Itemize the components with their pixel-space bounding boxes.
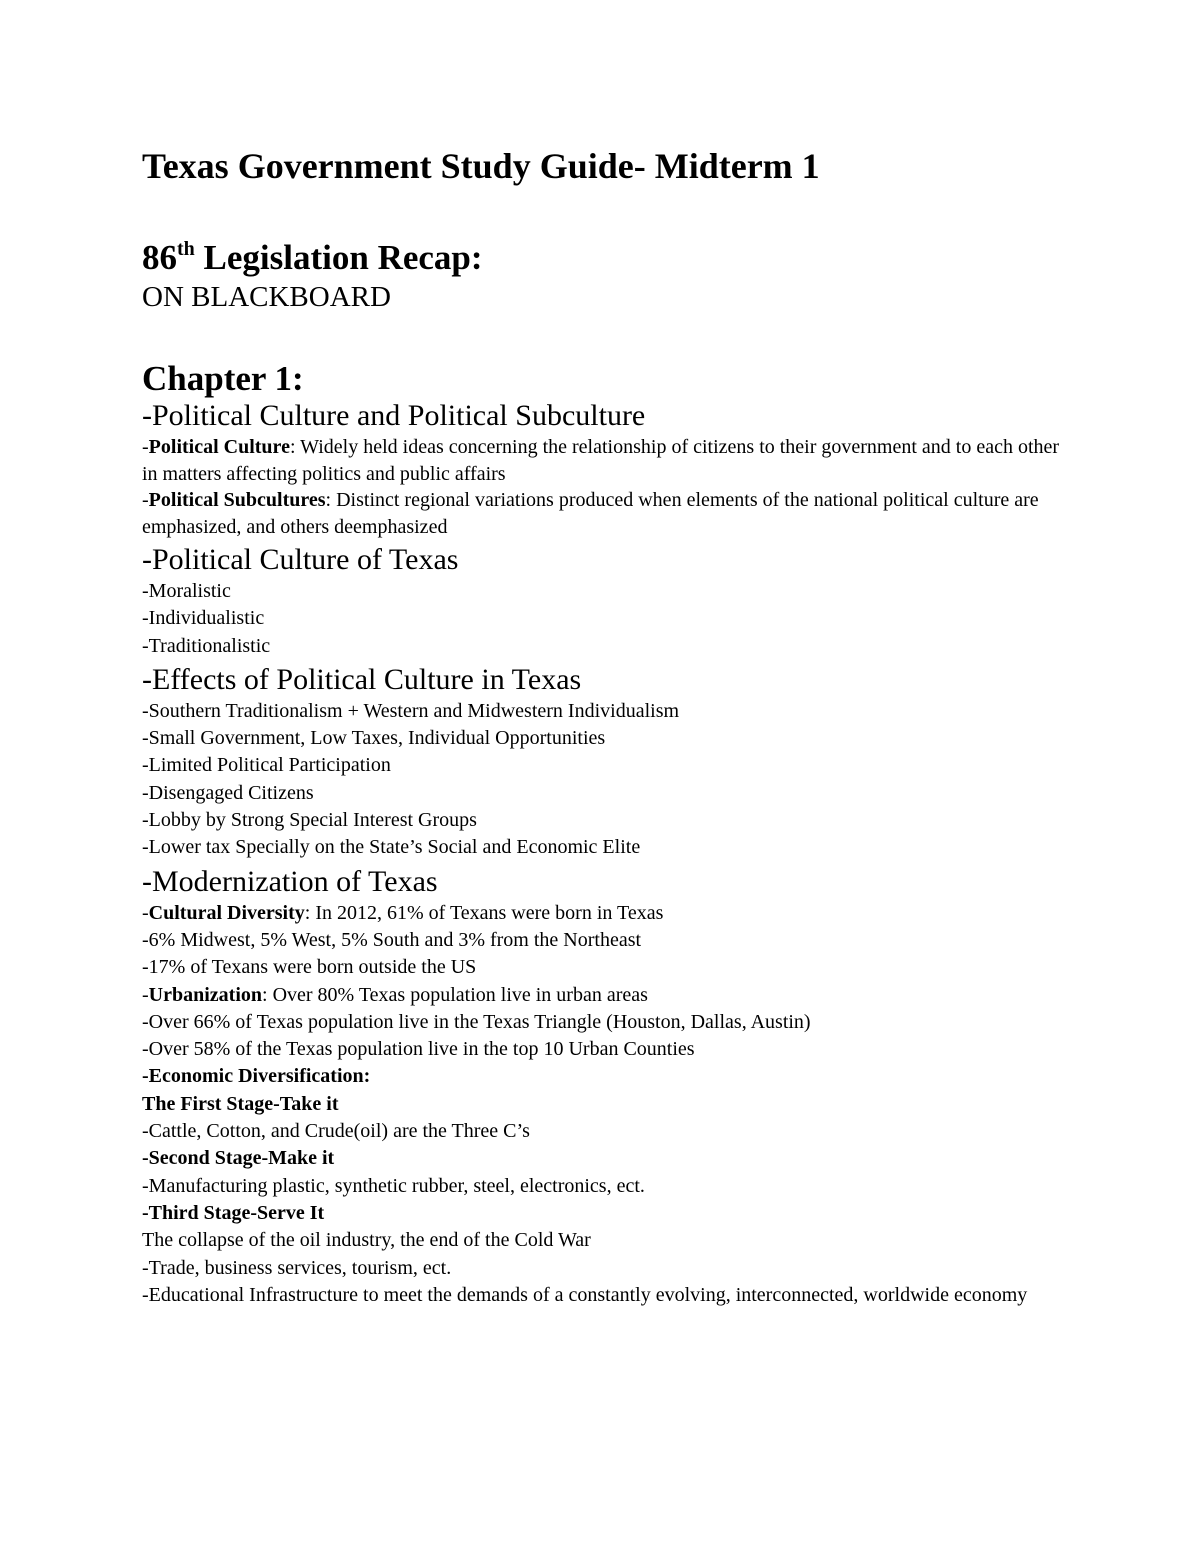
section-heading-political-culture: -Political Culture and Political Subculture	[142, 399, 646, 432]
cultural-diversity-line: -Cultural Diversity: In 2012, 61% of Texans were born in Texas	[142, 901, 664, 924]
urbanization-line: -Urbanization: Over 80% Texas population live in urban areas	[142, 983, 648, 1006]
definition-text: : In 2012, 61% of Texans were born in Texas	[304, 901, 664, 924]
legislation-number: 86	[142, 238, 177, 277]
definition-term: Political Culture	[148, 436, 290, 458]
list-item: -6% Midwest, 5% West, 5% South and 3% from the Northeast	[142, 928, 642, 951]
list-item: -Southern Traditionalism + Western and Midwestern Individualism	[142, 699, 680, 722]
definition-text: : Over 80% Texas population live in urban areas	[262, 983, 648, 1006]
definition-political-culture: -Political Culture: Widely held ideas concerning the relationship of citizens to their government and to each other in matters affecting politics and public affairs	[142, 436, 1060, 485]
list-item: -Individualistic	[142, 607, 265, 630]
list-item: -17% of Texans were born outside the US	[142, 956, 477, 979]
chapter-content	[142, 398, 1072, 1309]
list-item: -Educational Infrastructure to meet the demands of a constantly evolving, interconnected, worldwide economy	[142, 1283, 1028, 1306]
list-item: -Disengaged Citizens	[142, 781, 314, 804]
list-item: -Over 66% of Texas population live in the Texas Triangle (Houston, Dallas, Austin)	[142, 1010, 811, 1033]
stage-three-heading: -Third Stage-Serve It	[142, 1201, 325, 1224]
definition-term: Cultural Diversity	[148, 901, 305, 924]
legislation-note: ON BLACKBOARD	[142, 281, 391, 313]
list-item: -Over 58% of the Texas population live in the top 10 Urban Counties	[142, 1038, 695, 1061]
list-item: -Traditionalistic	[142, 634, 271, 657]
definition-text: : Widely held ideas concerning the relationship of citizens to their government and to each other in matters affecting politics and public affairs	[142, 436, 1060, 485]
stage-two-text: -Manufacturing plastic, synthetic rubber, steel, electronics, ect.	[142, 1174, 645, 1197]
section-heading-modernization: -Modernization of Texas	[142, 864, 438, 898]
list-item: -Trade, business services, tourism, ect.	[142, 1256, 452, 1279]
economic-diversification-heading: -Economic Diversification:	[142, 1065, 371, 1088]
definition-term: Political Subcultures	[148, 489, 326, 511]
stage-one-text: -Cattle, Cotton, and Crude(oil) are the Three C’s	[142, 1120, 530, 1143]
list-item: -Lobby by Strong Special Interest Groups	[142, 809, 477, 832]
definition-text: : Distinct regional variations produced when elements of the national political culture are emphasized, and others deemphasized	[142, 489, 1039, 538]
list-item: -Moralistic	[142, 580, 231, 602]
definition-term: Urbanization	[148, 983, 263, 1006]
legislation-ordinal-suffix: th	[177, 238, 195, 260]
document-title: Texas Government Study Guide- Midterm 1	[142, 146, 820, 186]
stage-two-heading: -Second Stage-Make it	[142, 1147, 335, 1170]
section-heading-effects: -Effects of Political Culture in Texas	[142, 662, 582, 696]
legislation-heading-text: Legislation Recap:	[194, 238, 483, 277]
section-heading-culture-of-texas: -Political Culture of Texas	[142, 543, 459, 576]
list-item: The collapse of the oil industry, the end of the Cold War	[142, 1229, 591, 1252]
list-item: -Small Government, Low Taxes, Individual Opportunities	[142, 727, 606, 750]
list-item: -Limited Political Participation	[142, 754, 391, 777]
legislation-heading	[142, 234, 483, 282]
chapter-heading: Chapter 1:	[142, 359, 304, 398]
list-item: -Lower tax Specially on the State’s Social and Economic Elite	[142, 836, 641, 859]
stage-one-heading: The First Stage-Take it	[142, 1092, 339, 1115]
definition-political-subcultures: -Political Subcultures: Distinct regional variations produced when elements of the national political culture are emphasized, and others deemphasized	[142, 489, 1039, 538]
